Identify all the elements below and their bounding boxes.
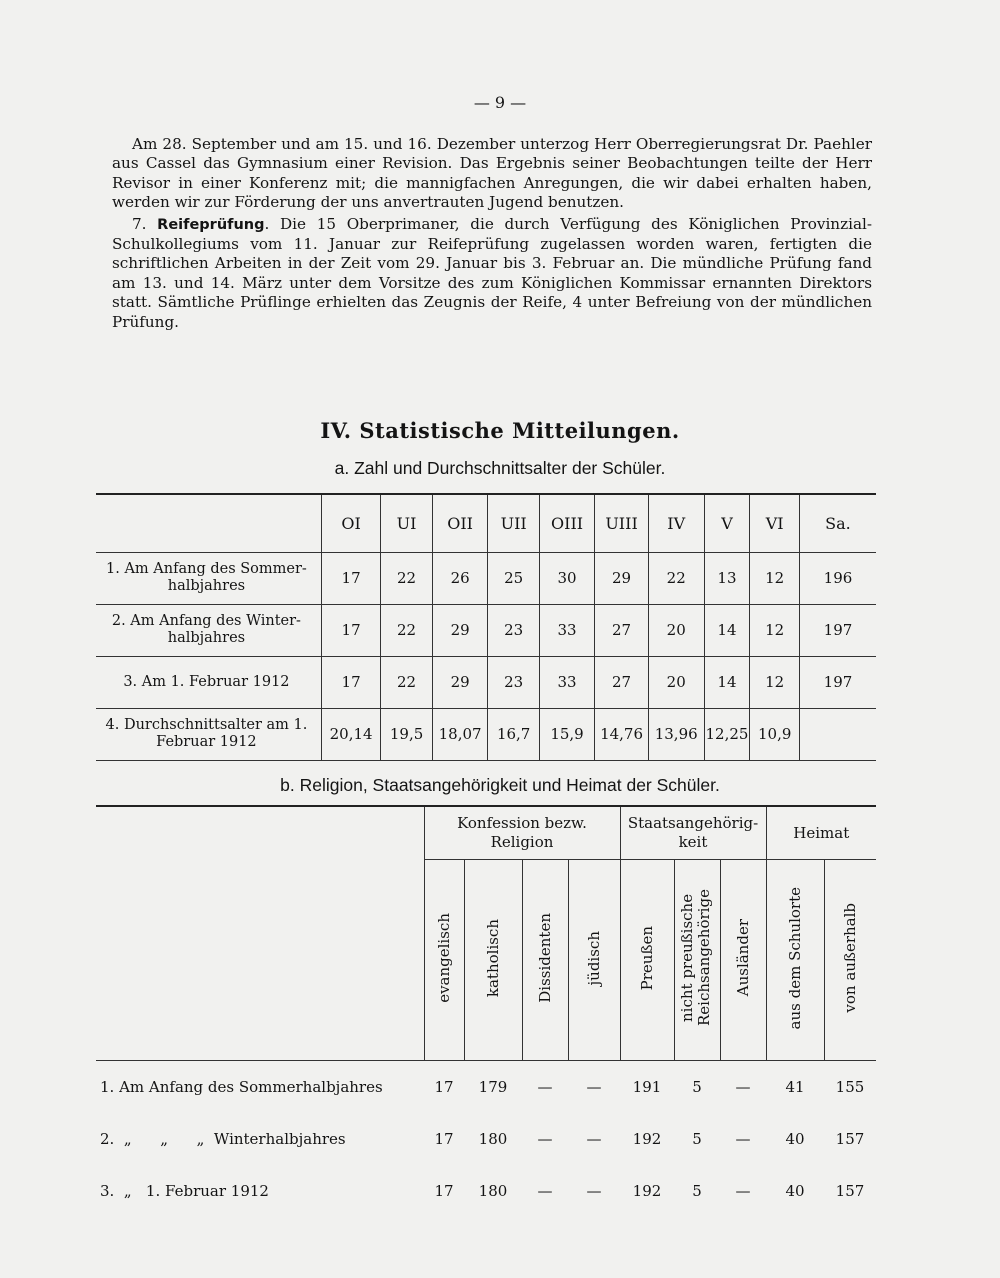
table-cell: —	[537, 1077, 553, 1096]
group-header-nationality: Staatsangehörig-keit	[620, 806, 766, 860]
table-a-header: OII	[432, 494, 488, 552]
table-student-counts	[96, 493, 876, 761]
table-cell: 13,96	[648, 708, 704, 760]
table-cell: —	[537, 1129, 553, 1148]
table-row	[96, 1061, 876, 1113]
table-row	[96, 708, 876, 760]
table-cell: 10,9	[750, 708, 800, 760]
row-label: 1. Am Anfang des Sommerhalbjahres	[100, 1077, 383, 1096]
table-cell: 192	[632, 1129, 662, 1148]
table-cell: 26	[432, 552, 488, 604]
column-header-ausserhalb: von außerhalb	[824, 860, 876, 1061]
table-row	[96, 656, 876, 708]
table-cell: 12	[750, 604, 800, 656]
table-b-corner-lower	[96, 860, 424, 1061]
table-cell: 33	[539, 604, 594, 656]
paragraph-heading: Reifeprüfung	[157, 216, 265, 233]
table-cell: 14	[704, 604, 750, 656]
table-cell: 17	[434, 1129, 454, 1148]
table-cell: 5	[692, 1077, 702, 1096]
table-b-title: b. Religion, Staatsangehörigkeit und Heimat der Schüler.	[280, 775, 720, 795]
group-header-heimat: Heimat	[766, 806, 876, 860]
table-cell: 155	[835, 1077, 865, 1096]
section-title: IV. Statistische Mitteilungen.	[320, 418, 680, 443]
table-cell: —	[586, 1129, 602, 1148]
table-a-header: OIII	[539, 494, 594, 552]
column-header-evangelisch: evangelisch	[424, 860, 464, 1061]
table-cell: 157	[835, 1181, 865, 1200]
paragraph-reifepruefung	[112, 215, 872, 332]
column-header-katholisch: katholisch	[464, 860, 522, 1061]
table-cell: 14,76	[595, 708, 649, 760]
table-cell: —	[735, 1129, 751, 1148]
table-cell: 40	[785, 1129, 805, 1148]
paragraph-text: Am 28. September und am 15. und 16. Dezember unterzog Herr Oberregierungsrat Dr. Paehler aus Cassel das Gymnasium einer Revision. Das Ergebnis seiner Beobachtungen teilte der Herr Revisor in einer Konferenz mit; die mannigfachen Anregungen, die wir dabei erhalten haben, werden wir zur Förderung der uns anvertrauten Jugend benutzen.	[112, 135, 872, 212]
table-cell: 17	[321, 656, 381, 708]
table-cell: 22	[648, 552, 704, 604]
row-label: 3. Am 1. Februar 1912	[96, 656, 321, 708]
table-cell: 17	[321, 604, 381, 656]
table-cell: 5	[692, 1129, 702, 1148]
table-cell: 20	[648, 656, 704, 708]
column-header-auslaender: Ausländer	[720, 860, 766, 1061]
table-cell: 5	[692, 1181, 702, 1200]
table-cell	[799, 708, 876, 760]
table-cell: 29	[595, 552, 649, 604]
table-a-header: UII	[488, 494, 539, 552]
table-row	[96, 1113, 876, 1165]
row-label: 3. „ 1. Februar 1912	[100, 1181, 269, 1200]
table-cell: 12	[750, 552, 800, 604]
table-cell: 192	[632, 1181, 662, 1200]
table-cell: 197	[799, 604, 876, 656]
table-a-title: a. Zahl und Durchschnittsalter der Schüler.	[334, 458, 666, 478]
table-cell: 196	[799, 552, 876, 604]
table-cell: —	[735, 1181, 751, 1200]
column-header-dissidenten: Dissidenten	[522, 860, 568, 1061]
table-a-header: UIII	[595, 494, 649, 552]
group-header-religion: Konfession bezw. Religion	[424, 806, 620, 860]
table-row	[96, 604, 876, 656]
column-header-juedisch: jüdisch	[568, 860, 620, 1061]
table-cell: 12	[750, 656, 800, 708]
table-cell: 20,14	[321, 708, 381, 760]
table-cell: 22	[381, 604, 432, 656]
table-a-header: VI	[750, 494, 800, 552]
table-row	[96, 552, 876, 604]
table-cell: 29	[432, 604, 488, 656]
table-cell: 13	[704, 552, 750, 604]
table-cell: 16,7	[488, 708, 539, 760]
row-label: 2. Am Anfang des Winter-halbjahres	[96, 604, 321, 656]
table-cell: 17	[434, 1077, 454, 1096]
column-header-reichsangehoerige: nicht preußische Reichsangehörige	[674, 860, 720, 1061]
table-cell: 40	[785, 1181, 805, 1200]
table-cell: 27	[595, 656, 649, 708]
table-cell: 179	[478, 1077, 508, 1096]
table-cell: 180	[478, 1129, 508, 1148]
table-cell: 29	[432, 656, 488, 708]
table-cell: 15,9	[539, 708, 594, 760]
table-a-header: Sa.	[799, 494, 876, 552]
table-cell: 19,5	[381, 708, 432, 760]
row-label: 4. Durchschnittsalter am 1. Februar 1912	[96, 708, 321, 760]
table-religion-nationality	[96, 805, 876, 1217]
table-cell: 22	[381, 656, 432, 708]
table-cell: 18,07	[432, 708, 488, 760]
table-b-corner	[96, 806, 424, 860]
table-cell: 27	[595, 604, 649, 656]
table-a-corner	[96, 494, 321, 552]
table-cell: —	[586, 1181, 602, 1200]
table-cell: 191	[632, 1077, 662, 1096]
table-cell: 20	[648, 604, 704, 656]
table-cell: 157	[835, 1129, 865, 1148]
table-a-header: IV	[648, 494, 704, 552]
paragraph-text: . Die 15 Oberprimaner, die durch Verfügung des Königlichen Provinzial-Schulkollegiums vom 11. Januar zur Reifeprüfung zugelassen worden waren, fertigten die schriftlichen Arbeiten in der Zeit vom 29. Januar bis 3. Februar an. Die mündliche Prüfung fand am 13. und 14. März unter dem Vorsitze des zum Königlichen Kommissar ernannten Direktors statt. Sämtliche Prüflinge erhielten das Zeugnis der Reife, 4 unter Befreiung von der mündlichen Prüfung.	[112, 214, 872, 331]
table-cell: 25	[488, 552, 539, 604]
column-header-preussen: Preußen	[620, 860, 674, 1061]
row-label: 2. „ „ „ Winterhalbjahres	[100, 1129, 346, 1148]
table-cell: 41	[785, 1077, 805, 1096]
table-cell: 23	[488, 604, 539, 656]
table-row	[96, 1165, 876, 1217]
page-number: — 9 —	[473, 93, 527, 112]
paragraph-prefix: 7.	[132, 214, 158, 233]
table-cell: 17	[321, 552, 381, 604]
table-a-header: OI	[321, 494, 381, 552]
table-cell: —	[735, 1077, 751, 1096]
body-text	[112, 135, 872, 332]
table-cell: 17	[434, 1181, 454, 1200]
table-cell: 14	[704, 656, 750, 708]
table-cell: 197	[799, 656, 876, 708]
table-cell: 30	[539, 552, 594, 604]
row-label: 1. Am Anfang des Sommer-halbjahres	[96, 552, 321, 604]
table-cell: —	[586, 1077, 602, 1096]
table-cell: 180	[478, 1181, 508, 1200]
table-cell: 22	[381, 552, 432, 604]
column-header-schulort: aus dem Schulorte	[766, 860, 824, 1061]
paragraph-revision	[112, 135, 872, 213]
table-a-header: UI	[381, 494, 432, 552]
table-a-header: V	[704, 494, 750, 552]
table-cell: 33	[539, 656, 594, 708]
table-cell: 23	[488, 656, 539, 708]
table-cell: 12,25	[704, 708, 750, 760]
table-cell: —	[537, 1181, 553, 1200]
